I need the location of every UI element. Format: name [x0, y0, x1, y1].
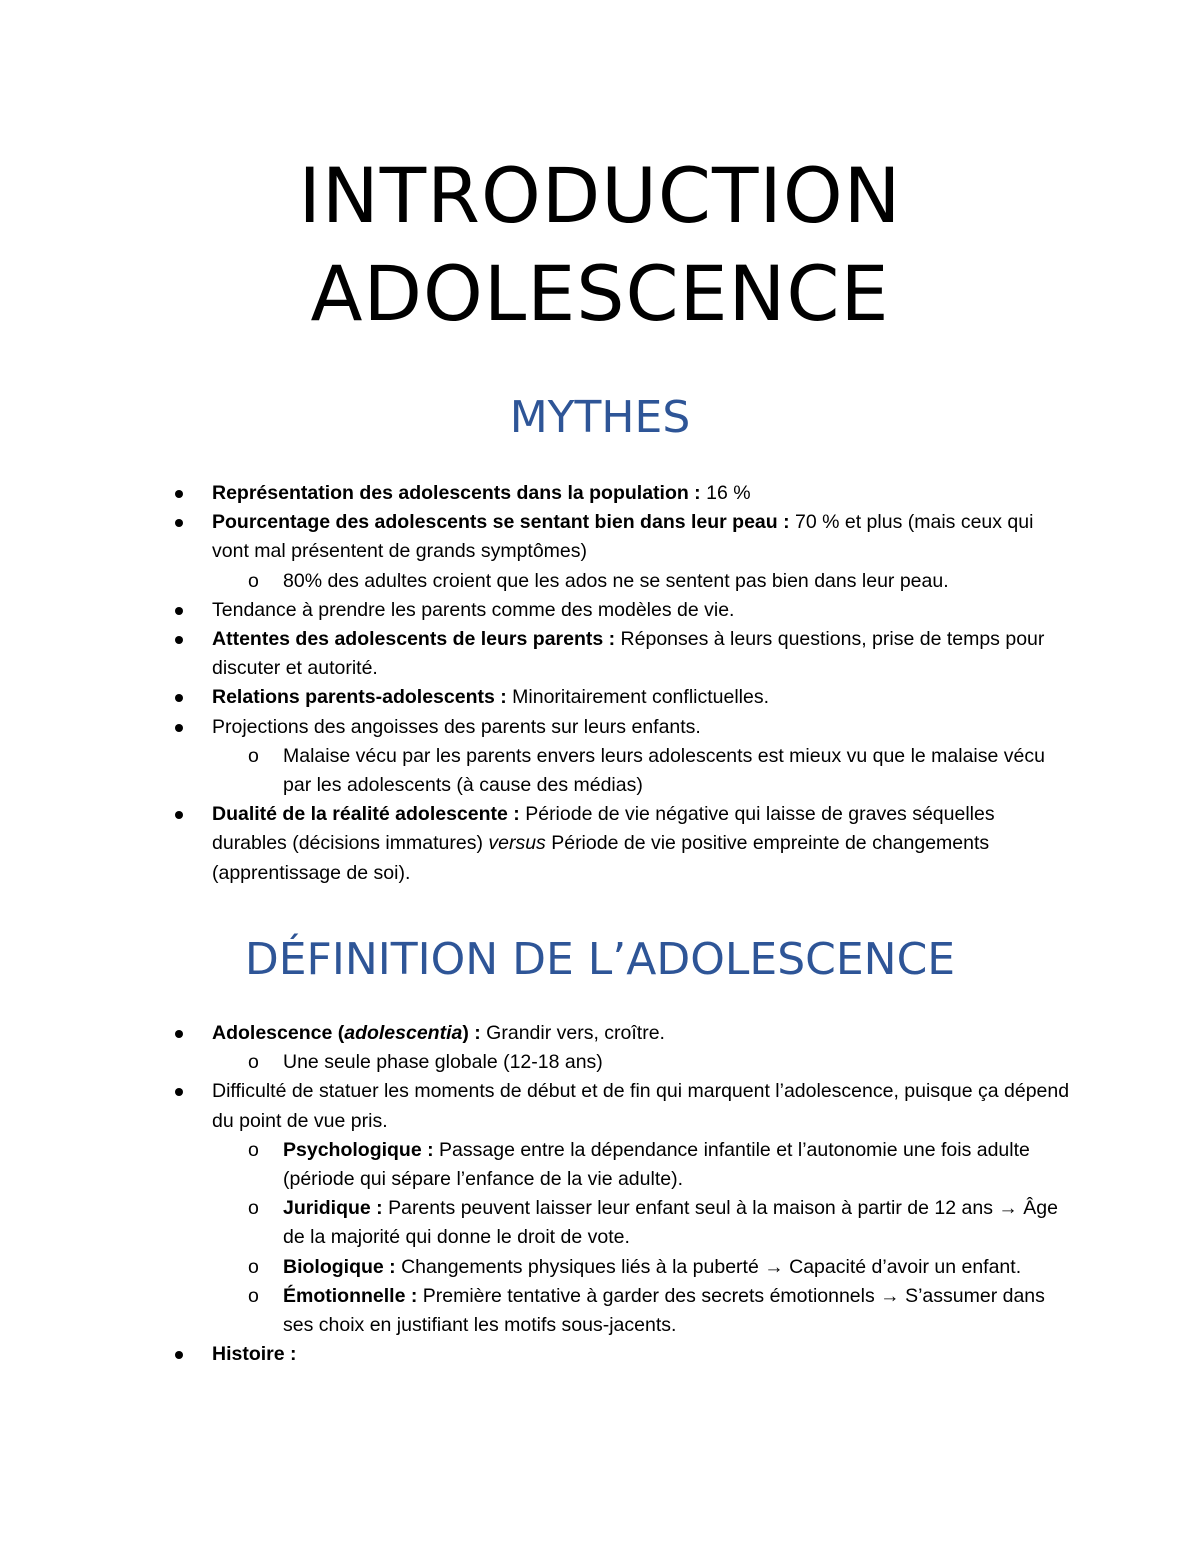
list-subitem: o Émotionnelle : Première tentative à garder des secrets émotionnels → S’assumer dans ses choix en justifiant les motifs sous-jacents. — [283, 1282, 1072, 1340]
doc-title-line-2: ADOLESCENCE — [310, 249, 890, 338]
list-subitem: o Une seule phase globale (12-18 ans) — [283, 1048, 1072, 1077]
section-heading-mythes: MYTHES — [509, 392, 691, 443]
list-subitem: o Biologique : Changements physiques liés à la puberté → Capacité d’avoir un enfant. — [283, 1253, 1072, 1282]
list-item: Tendance à prendre les parents comme des modèles de vie. — [212, 596, 1072, 625]
list-subitem: o Juridique : Parents peuvent laisser leur enfant seul à la maison à partir de 12 ans → Âge de la majorité qui donne le droit de vote. — [283, 1194, 1072, 1252]
list-item: Dualité de la réalité adolescente : Période de vie négative qui laisse de graves séquelles durables (décisions immatures) versus Période de vie positive empreinte de changements (apprentissage de soi). — [212, 800, 1072, 888]
mythes-list — [212, 479, 1072, 888]
list-item: Attentes des adolescents de leurs parents : Réponses à leurs questions, prise de temps pour discuter et autorité. — [212, 625, 1072, 683]
section-heading-definition: DÉFINITION DE L’ADOLESCENCE — [244, 934, 956, 985]
list-subitem: o Malaise vécu par les parents envers leurs adolescents est mieux vu que le malaise vécu par les adolescents (à cause des médias) — [283, 742, 1072, 800]
definition-list — [212, 1019, 1072, 1369]
list-item: Relations parents-adolescents : Minoritairement conflictuelles. — [212, 683, 1072, 712]
list-item: Représentation des adolescents dans la population : 16 % — [212, 479, 1072, 508]
list-item: Projections des angoisses des parents sur leurs enfants. — [212, 713, 1072, 742]
list-subitem: o 80% des adultes croient que les ados ne se sentent pas bien dans leur peau. — [283, 567, 1072, 596]
list-item: Pourcentage des adolescents se sentant bien dans leur peau : 70 % et plus (mais ceux qui vont mal présentent de grands symptômes) — [212, 508, 1072, 566]
list-item: Adolescence (adolescentia) : Grandir vers, croître. — [212, 1019, 1072, 1048]
doc-title-line-1: INTRODUCTION — [298, 151, 902, 240]
list-item: Difficulté de statuer les moments de début et de fin qui marquent l’adolescence, puisque ça dépend du point de vue pris. — [212, 1077, 1072, 1135]
list-subitem: o Psychologique : Passage entre la dépendance infantile et l’autonomie une fois adulte (période qui sépare l’enfance de la vie adulte). — [283, 1136, 1072, 1194]
list-item: Histoire : — [212, 1340, 1072, 1369]
